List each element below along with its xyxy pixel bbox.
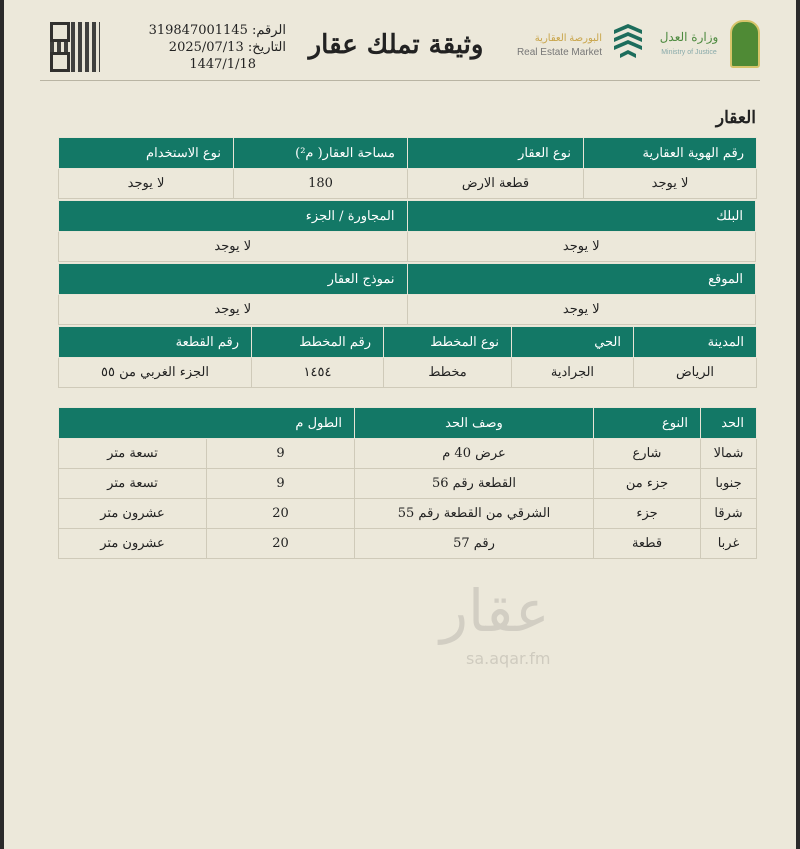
date-label: التاريخ:: [247, 40, 286, 55]
cell: رقم 57: [355, 529, 594, 559]
cell: ١٤٥٤: [252, 358, 384, 388]
ministry-of-justice-logo: وزارة العدل Ministry of Justice: [659, 30, 719, 56]
qr-code: [50, 22, 100, 72]
section-title: العقار: [715, 108, 756, 128]
cell: 9: [207, 469, 355, 499]
header-cell: نوع المخطط: [384, 327, 512, 358]
cell: غربا: [701, 529, 757, 559]
document-date: 2025/07/13: [168, 40, 244, 55]
cell: مخطط: [384, 358, 512, 388]
cell: الجرادية: [512, 358, 634, 388]
cell: قطعة الارض: [408, 169, 584, 199]
header-cell: الحي: [512, 327, 634, 358]
property-table: [58, 137, 757, 199]
header-cell: المدينة: [634, 327, 757, 358]
cell: لا يوجد: [407, 295, 756, 325]
header-cell: النوع: [594, 408, 701, 439]
document-header: [40, 14, 760, 81]
table-row: [59, 295, 756, 325]
cell: عرض 40 م: [355, 439, 594, 469]
cell: جزء: [594, 499, 701, 529]
cell: تسعة متر: [59, 439, 207, 469]
emblem-icon: [730, 20, 760, 68]
hijri-date: 1447/1/18: [189, 57, 256, 72]
header-cell: الموقع: [407, 264, 756, 295]
header-cell: نوع الاستخدام: [59, 138, 234, 169]
header-cell: رقم الهوية العقارية: [584, 138, 757, 169]
cell: 180: [234, 169, 408, 199]
screen-edge: [796, 0, 800, 849]
plan-table: [58, 326, 757, 388]
cell: قطعة: [594, 529, 701, 559]
cell: الجزء الغربي من ٥٥: [59, 358, 252, 388]
cell: 9: [207, 439, 355, 469]
cell: جزء من: [594, 469, 701, 499]
number-label: الرقم:: [252, 23, 286, 38]
table-row: [59, 469, 757, 499]
location-table: [58, 263, 756, 325]
watermark-logo: عقار: [440, 577, 550, 645]
header-cell: رقم القطعة: [59, 327, 252, 358]
cell: الشرقي من القطعة رقم 55: [355, 499, 594, 529]
table-row: [59, 169, 757, 199]
table-row: [59, 358, 757, 388]
cell: لا يوجد: [59, 169, 234, 199]
header-cell: رقم المخطط: [252, 327, 384, 358]
header-cell: الطول م: [59, 408, 355, 439]
table-row: [59, 439, 757, 469]
cell: لا يوجد: [59, 232, 408, 262]
header-cell: وصف الحد: [355, 408, 594, 439]
cell: شمالا: [701, 439, 757, 469]
cell: القطعة رقم 56: [355, 469, 594, 499]
screen-edge: [0, 0, 4, 849]
header-cell: البلك: [407, 201, 756, 232]
block-table: [58, 200, 756, 262]
page-title: وثيقة تملك عقار: [308, 30, 484, 60]
cell: عشرون متر: [59, 529, 207, 559]
cell: عشرون متر: [59, 499, 207, 529]
header-cell: نموذج العقار: [59, 264, 408, 295]
table-row: [59, 499, 757, 529]
table-row: [59, 232, 756, 262]
document-meta: [136, 22, 286, 73]
cell: لا يوجد: [584, 169, 757, 199]
header-cell: مساحة العقار( م²): [234, 138, 408, 169]
header-cell: الحد: [701, 408, 757, 439]
real-estate-market-logo: البورصة العقارية Real Estate Market: [516, 33, 602, 58]
cell: تسعة متر: [59, 469, 207, 499]
table-row: [59, 529, 757, 559]
watermark-url: sa.aqar.fm: [466, 649, 551, 668]
cell: 20: [207, 529, 355, 559]
header-cell: المجاورة / الجزء: [59, 201, 408, 232]
boundaries-table: [58, 407, 757, 559]
cell: 20: [207, 499, 355, 529]
document-number: 319847001145: [148, 23, 248, 38]
cell: الرياض: [634, 358, 757, 388]
market-logo-icon: [610, 22, 646, 64]
cell: لا يوجد: [59, 295, 408, 325]
cell: شرقا: [701, 499, 757, 529]
header-cell: نوع العقار: [408, 138, 584, 169]
cell: لا يوجد: [407, 232, 756, 262]
cell: جنوبا: [701, 469, 757, 499]
cell: شارع: [594, 439, 701, 469]
